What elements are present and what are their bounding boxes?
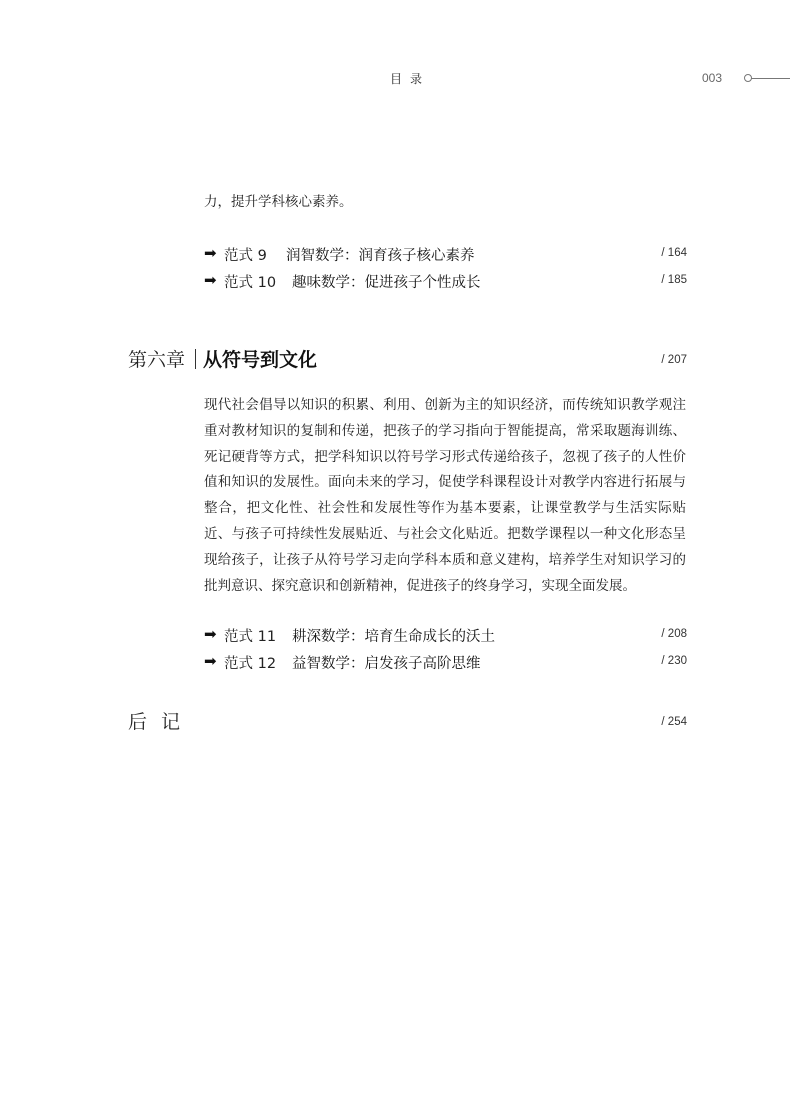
chapter-page: / 207 (661, 354, 687, 366)
chapter-title: 从符号到文化 (203, 349, 318, 371)
toc-entry[interactable] (204, 271, 687, 295)
right-arrow-icon: ➡ (204, 271, 217, 289)
chapter-number: 第六章 (128, 349, 186, 371)
right-arrow-icon: ➡ (204, 244, 217, 262)
header-rule-dot (744, 74, 752, 82)
afterword-title: 后记 (128, 711, 195, 733)
entry-label: 范式 12 (224, 656, 277, 672)
chapter-divider (195, 349, 196, 369)
entry-page: / 164 (661, 247, 687, 259)
entry-page: / 230 (661, 655, 687, 667)
entry-page: / 208 (661, 628, 687, 640)
right-arrow-icon: ➡ (204, 625, 217, 643)
header-rule (746, 78, 790, 79)
entry-title: 益智数学：启发孩子高阶思维 (292, 656, 481, 672)
running-header-title: 目录 (389, 72, 430, 86)
page-number: 003 (702, 71, 723, 85)
chapter-description: 现代社会倡导以知识的积累、利用、创新为主的知识经济，而传统知识教学观注重对教材知识的复制和传递，把孩子的学习指向于智能提高，常采取题海训练、死记硬背等方式，把学科知识以符号学习形式传递给孩子，忽视了孩子的人性价值和知识的发展性。面向未来的学习，促使学科课程设计对教学内容进行拓展与整合，把文化性、社会性和发展性等作为基本要素，让课堂教学与生活实际贴近、与孩子可持续性发展贴近、与社会文化贴近。把数学课程以一种文化形态呈现给孩子，让孩子从符号学习走向学科本质和意义建构，培养学生对知识学习的批判意识、探究意识和创新精神，促进孩子的终身学习，实现全面发展。 (204, 397, 686, 594)
entry-label: 范式 9 (224, 248, 267, 264)
entry-title: 趣味数学：促进孩子个性成长 (292, 275, 481, 291)
intro-paragraph-tail: 力，提升学科核心素养。 (204, 194, 353, 210)
afterword-heading[interactable] (128, 707, 687, 737)
toc-entry[interactable] (204, 652, 687, 676)
chapter-heading[interactable] (128, 345, 687, 375)
entry-page: / 185 (661, 274, 687, 286)
entry-label: 范式 11 (224, 629, 277, 645)
toc-entry[interactable] (204, 625, 687, 649)
right-arrow-icon: ➡ (204, 652, 217, 670)
entry-label: 范式 10 (224, 275, 277, 291)
toc-entry[interactable] (204, 244, 687, 268)
entry-title: 耕深数学：培育生命成长的沃土 (292, 629, 495, 645)
entry-title: 润智数学：润育孩子核心素养 (286, 248, 475, 264)
afterword-page: / 254 (661, 716, 687, 728)
